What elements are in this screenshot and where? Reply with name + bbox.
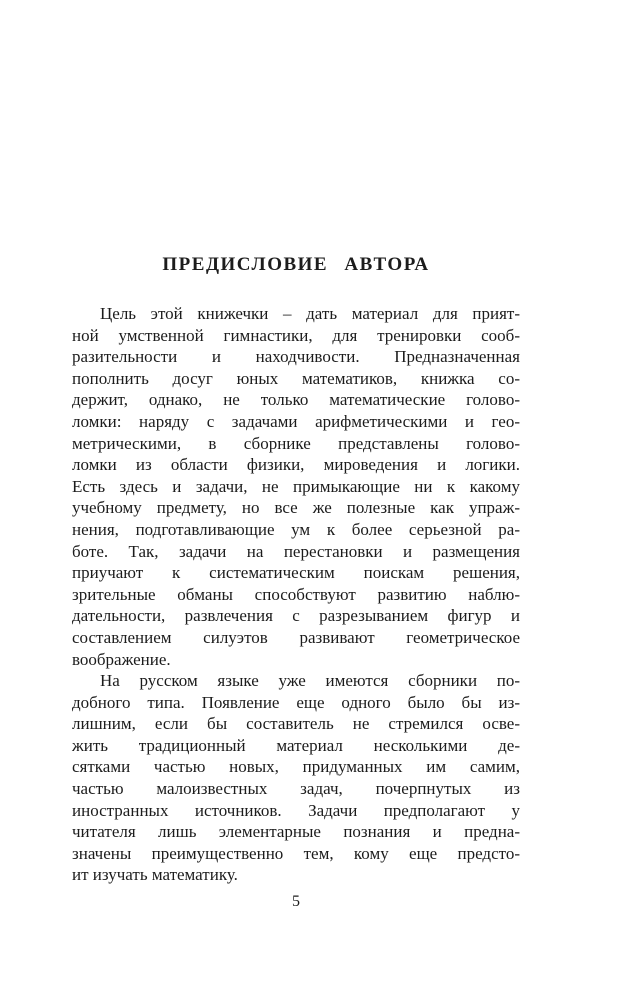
text-line: ломки из области физики, мироведения и логики.: [72, 455, 520, 475]
page-number: 5: [292, 893, 300, 910]
text-line: разительности и находчивости. Предназначенная: [72, 347, 520, 367]
text-line: На русском языке уже имеются сборники по-: [100, 671, 520, 691]
text-line: добного типа. Появление еще одного было бы из-: [72, 692, 520, 712]
text-line: Есть здесь и задачи, не примыкающие ни к какому: [72, 476, 520, 496]
text-line: иностранных источников. Задачи предполагают у: [72, 800, 520, 820]
text-line: составлением силуэтов развивают геометрическое: [72, 627, 520, 647]
chapter-title: ПРЕДИСЛОВИЕ АВТОРА: [162, 254, 430, 275]
text-line: пополнить досуг юных математиков, книжка со-: [72, 368, 520, 388]
text-line: нения, подготавливающие ум к более серьезной ра-: [72, 519, 520, 539]
text-line: значены преимущественно тем, кому еще предсто-: [72, 843, 520, 863]
text-line: держит, однако, не только математические голово-: [72, 390, 520, 410]
text-line: боте. Так, задачи на перестановки и размещения: [72, 541, 520, 561]
text-line: жить традиционный материал несколькими де-: [72, 735, 520, 755]
text-line: лишним, если бы составитель не стремился осве-: [72, 714, 520, 734]
body-text: [72, 303, 520, 886]
text-line: ит изучать математику.: [72, 865, 238, 885]
text-line: учебному предмету, но все же полезные как упраж-: [72, 498, 520, 518]
text-line: ломки: наряду с задачами арифметическими и гео-: [72, 411, 520, 431]
text-line: метрическими, в сборнике представлены голово-: [72, 433, 520, 453]
text-line: частью малоизвестных задач, почерпнутых из: [72, 779, 520, 799]
text-line: читателя лишь элементарные познания и предна-: [72, 822, 520, 842]
text-line: зрительные обманы способствуют развитию наблю-: [72, 584, 520, 604]
text-line: ной умственной гимнастики, для тренировки сооб-: [72, 325, 520, 345]
text-line: дательности, развлечения с разрезыванием фигур и: [72, 606, 520, 626]
text-line: воображение.: [72, 649, 171, 669]
text-line: приучают к систематическим поискам решения,: [72, 563, 520, 583]
text-line: Цель этой книжечки – дать материал для прият-: [100, 304, 520, 323]
text-line: сятками частью новых, придуманных им самим,: [72, 757, 520, 777]
